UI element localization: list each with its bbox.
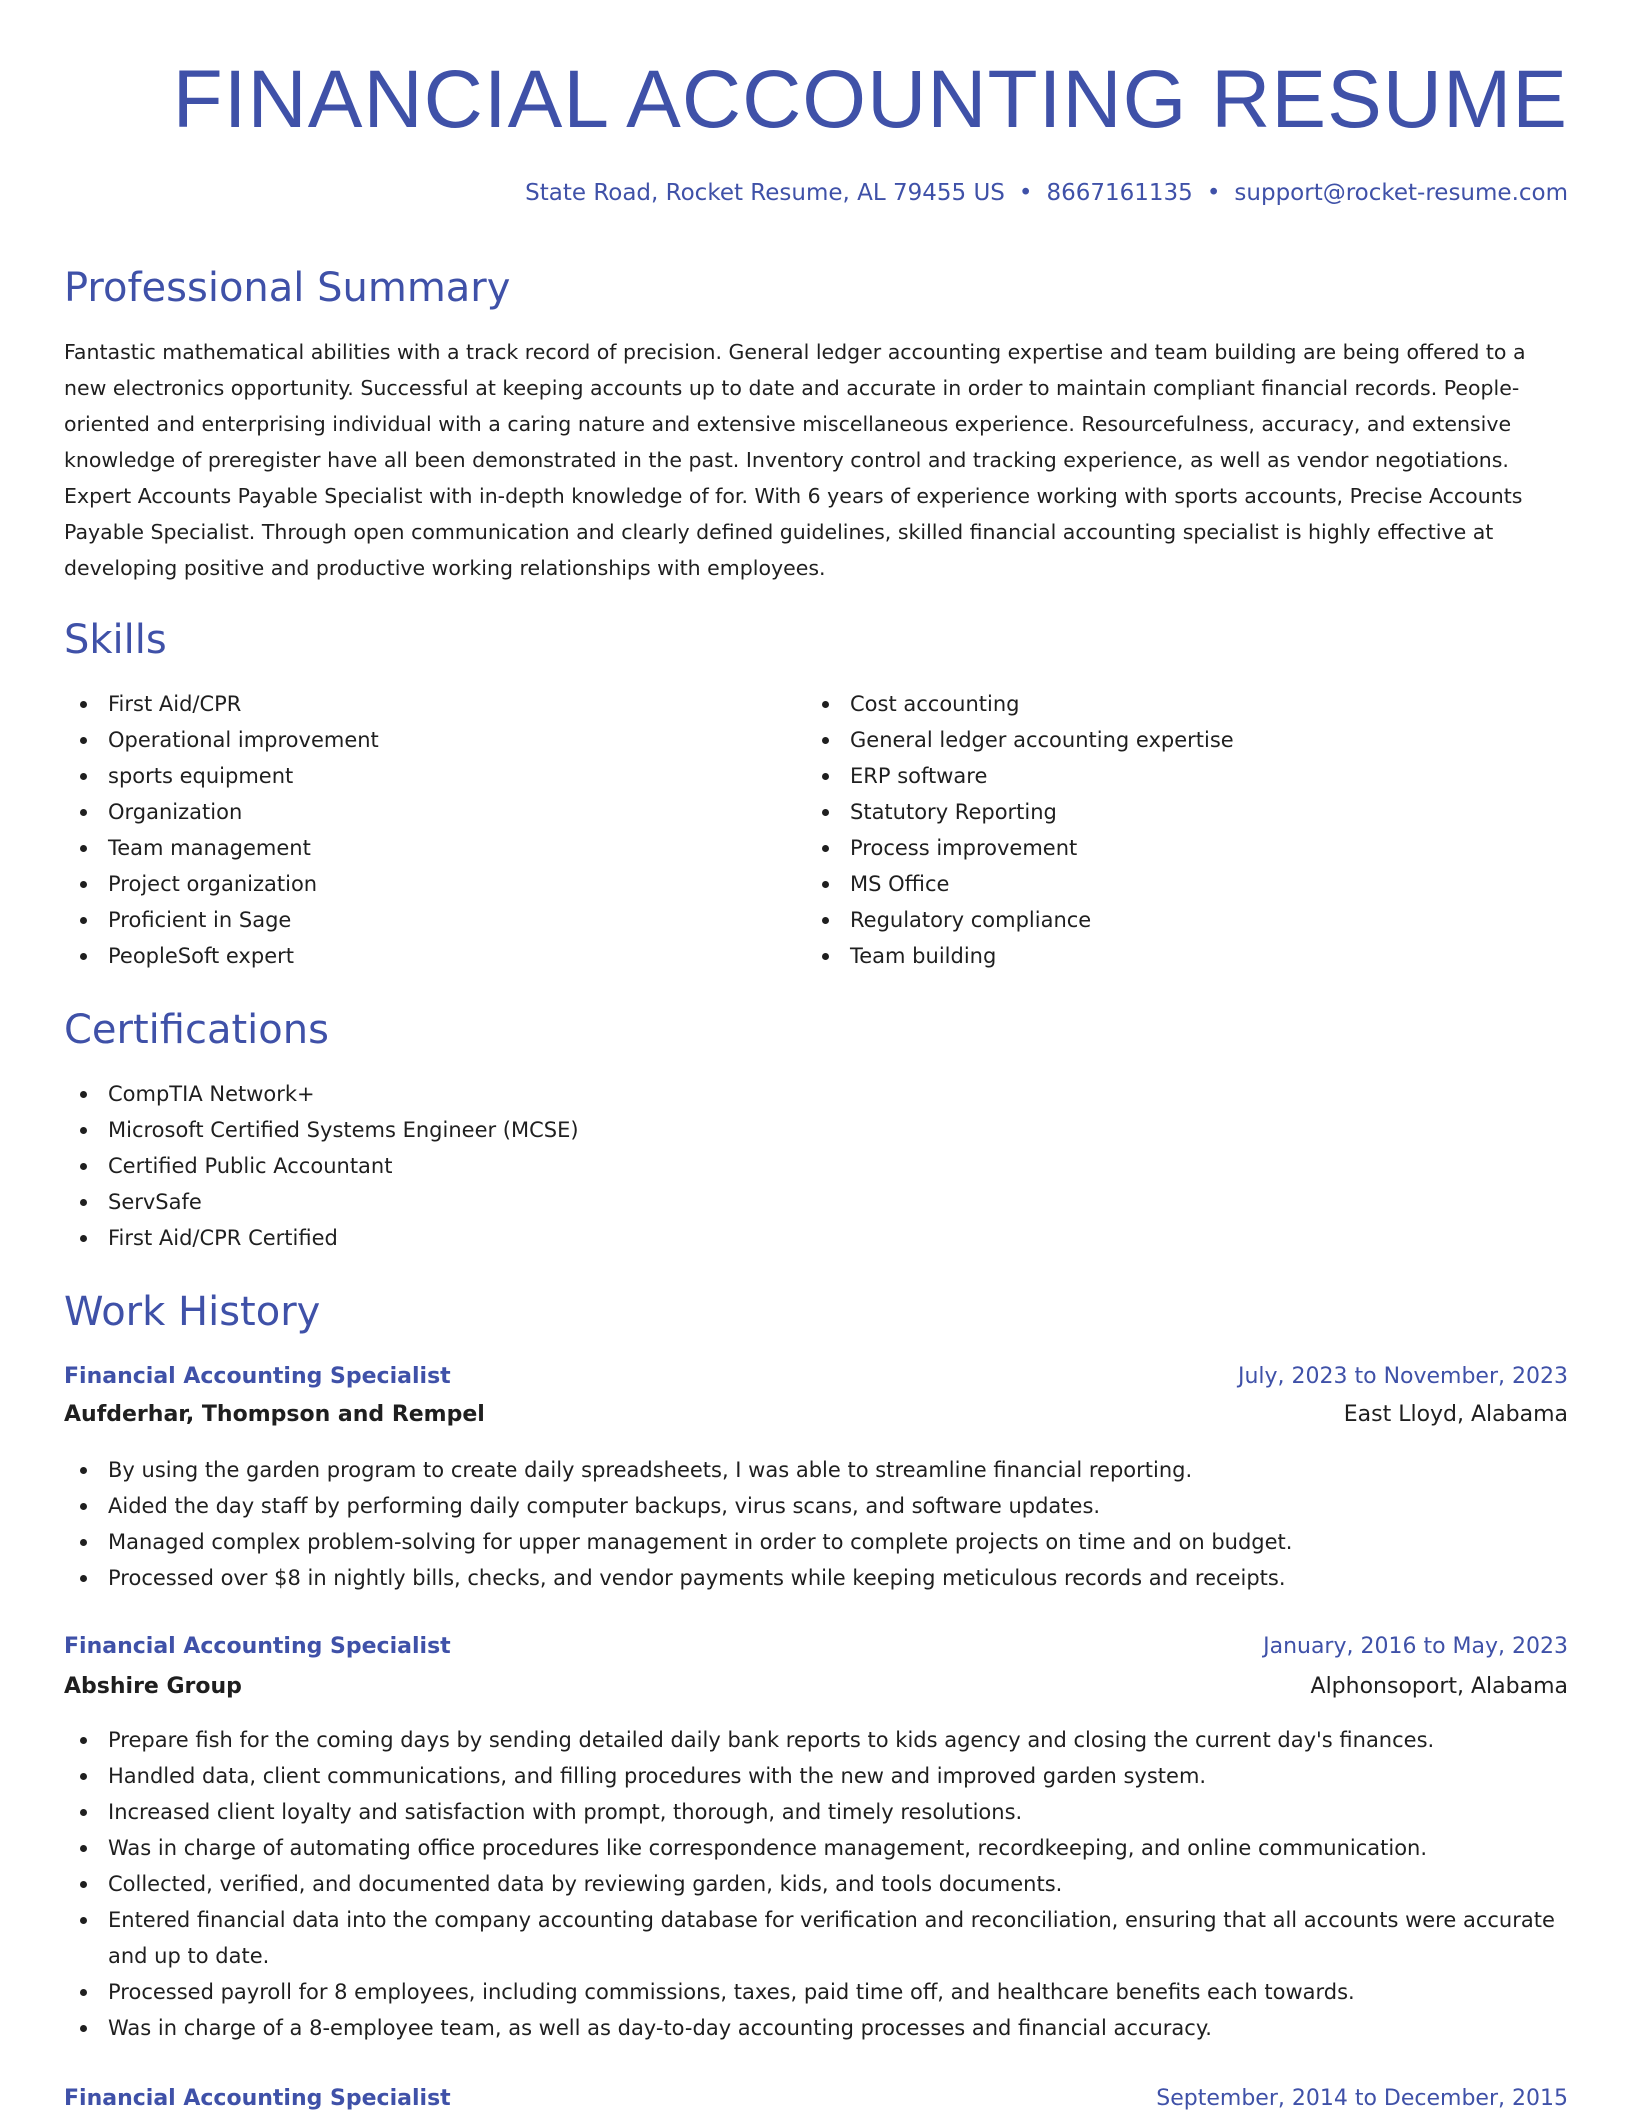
skill-item: PeopleSoft expert bbox=[64, 938, 804, 974]
contact-separator: • bbox=[1206, 180, 1221, 206]
skill-item: First Aid/CPR bbox=[64, 686, 804, 722]
skill-item: Proficient in Sage bbox=[64, 902, 804, 938]
certification-item: First Aid/CPR Certified bbox=[64, 1220, 1568, 1256]
summary-heading: Professional Summary bbox=[64, 265, 511, 311]
job-bullet: By using the garden program to create daily spreadsheets, I was able to streamline financial reporting. bbox=[64, 1452, 1568, 1488]
job-bullet: Increased client loyalty and satisfaction with prompt, thorough, and timely resolutions. bbox=[64, 1794, 1568, 1830]
job-title: Financial Accounting Specialist bbox=[64, 2086, 451, 2111]
job-bullet: Entered financial data into the company accounting database for verification and reconciliation, ensuring that all accounts were accurate and up to date. bbox=[64, 1902, 1568, 1974]
skill-item: Team management bbox=[64, 830, 804, 866]
skill-item: Regulatory compliance bbox=[806, 902, 1546, 938]
contact-address: State Road, Rocket Resume, AL 79455 US bbox=[525, 180, 1005, 206]
skill-item: Project organization bbox=[64, 866, 804, 902]
job-bullet: Managed complex problem-solving for upper management in order to complete projects on time and on budget. bbox=[64, 1524, 1568, 1560]
resume-title: FINANCIAL ACCOUNTING RESUME bbox=[172, 54, 1568, 145]
job-bullet: Collected, verified, and documented data by reviewing garden, kids, and tools documents. bbox=[64, 1866, 1568, 1902]
job-title: Financial Accounting Specialist bbox=[64, 1364, 451, 1389]
skill-item: Organization bbox=[64, 794, 804, 830]
certification-item: ServSafe bbox=[64, 1184, 1568, 1220]
contact-separator: • bbox=[1018, 180, 1033, 206]
job-company: Abshire Group bbox=[64, 1674, 242, 1699]
job-bullets bbox=[64, 1722, 1568, 2046]
contact-phone: 8667161135 bbox=[1046, 180, 1193, 206]
job-title: Financial Accounting Specialist bbox=[64, 1634, 451, 1659]
job-location: Alphonsoport, Alabama bbox=[1310, 1674, 1568, 1699]
job-title-row bbox=[64, 2082, 1568, 2112]
job-dates: September, 2014 to December, 2015 bbox=[1156, 2086, 1568, 2111]
job-bullet: Processed over $8 in nightly bills, checks, and vendor payments while keeping meticulous records and receipts. bbox=[64, 1560, 1568, 1596]
certification-item: CompTIA Network+ bbox=[64, 1076, 1568, 1112]
job-company: Aufderhar, Thompson and Rempel bbox=[64, 1402, 485, 1427]
skill-item: Statutory Reporting bbox=[806, 794, 1546, 830]
job-title-row bbox=[64, 1360, 1568, 1394]
job-title-row bbox=[64, 1630, 1568, 1664]
job-location: East Lloyd, Alabama bbox=[1343, 1402, 1568, 1427]
job-bullet: Processed payroll for 8 employees, including commissions, taxes, paid time off, and healthcare benefits each towards. bbox=[64, 1974, 1568, 2010]
job-dates: July, 2023 to November, 2023 bbox=[1237, 1364, 1568, 1389]
summary-text: Fantastic mathematical abilities with a track record of precision. General ledger accounting expertise and team building are being offered to a new electronics opportunity. Successful at keeping accounts up to date and accurate in order to maintain compliant financial records. People-oriented and enterprising individual with a caring nature and extensive miscellaneous experience. Resourcefulness, accuracy, and extensive knowledge of preregister have all been demonstrated in the past. Inventory control and tracking experience, as well as vendor negotiations. Expert Accounts Payable Specialist with in-depth knowledge of for. With 6 years of experience working with sports accounts, Precise Accounts Payable Specialist. Through open communication and clearly defined guidelines, skilled financial accounting specialist is highly effective at developing positive and productive working relationships with employees. bbox=[64, 340, 1526, 580]
skills-heading: Skills bbox=[64, 617, 167, 663]
work-history-heading: Work History bbox=[64, 1289, 321, 1335]
skill-item: Cost accounting bbox=[806, 686, 1546, 722]
certifications-list bbox=[64, 1076, 1568, 1256]
skill-item: Team building bbox=[806, 938, 1546, 974]
certification-item: Certified Public Accountant bbox=[64, 1148, 1568, 1184]
skill-item: ERP software bbox=[806, 758, 1546, 794]
skill-item: Process improvement bbox=[806, 830, 1546, 866]
skill-item: sports equipment bbox=[64, 758, 804, 794]
skill-item: MS Office bbox=[806, 866, 1546, 902]
skills-list-right bbox=[806, 686, 1546, 974]
job-company-row bbox=[64, 1670, 1568, 1704]
contact-line bbox=[525, 178, 1568, 208]
job-dates: January, 2016 to May, 2023 bbox=[1263, 1634, 1568, 1659]
job-bullet: Handled data, client communications, and filling procedures with the new and improved garden system. bbox=[64, 1758, 1568, 1794]
skill-item: Operational improvement bbox=[64, 722, 804, 758]
skill-item: General ledger accounting expertise bbox=[806, 722, 1546, 758]
job-bullet: Was in charge of automating office procedures like correspondence management, recordkeeping, and online communication. bbox=[64, 1830, 1568, 1866]
certifications-heading: Certifications bbox=[64, 1007, 329, 1053]
job-bullet: Aided the day staff by performing daily computer backups, virus scans, and software updates. bbox=[64, 1488, 1568, 1524]
resume-page bbox=[64, 0, 1568, 2112]
job-bullet: Was in charge of a 8-employee team, as well as day-to-day accounting processes and financial accuracy. bbox=[64, 2010, 1568, 2046]
job-bullet: Prepare fish for the coming days by sending detailed daily bank reports to kids agency and closing the current day's finances. bbox=[64, 1722, 1568, 1758]
skills-list-left bbox=[64, 686, 804, 974]
job-company-row bbox=[64, 1398, 1568, 1432]
certification-item: Microsoft Certified Systems Engineer (MCSE) bbox=[64, 1112, 1568, 1148]
job-bullets bbox=[64, 1452, 1568, 1596]
contact-email: support@rocket-resume.com bbox=[1234, 180, 1568, 206]
